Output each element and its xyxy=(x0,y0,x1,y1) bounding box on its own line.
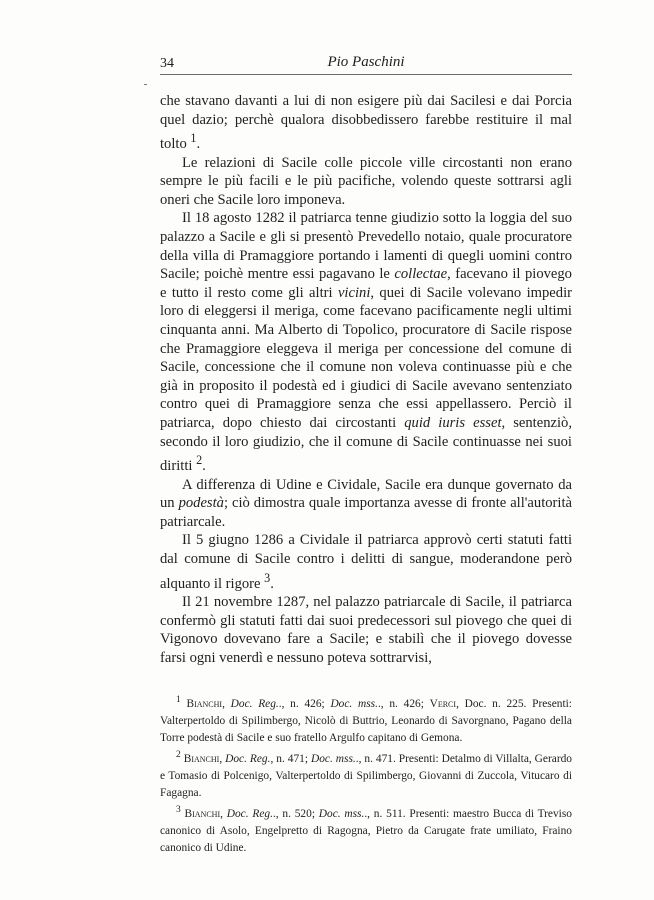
footnote-ref-2: 2 xyxy=(196,453,203,468)
footnote-ref-1: 1 xyxy=(190,131,197,146)
running-title: Pio Paschini xyxy=(327,54,405,70)
margin-speck xyxy=(144,84,147,85)
page-number: 34 xyxy=(160,56,174,71)
footnote-1: $^1$ Bianchi, Doc. Reg.., n. 426; Doc. mss.., n. 426; Verci, Doc. n. 225. Presenti: Valterpertoldo di Spilimbergo, Nicolò di Buttrio, Leonardo di Savorgnano, Pagano della Torre podestà di Sacile e suo fratello Argulfo capitano di Gemona. xyxy=(160,695,572,745)
paragraph-1: che stavano davanti a lui di non esigere più dai Sacilesi e dai Porcia quel dazio; perchè qualora disobbedissero farebbe restituire il mal tolto $^1$. xyxy=(160,93,572,153)
paragraph-6: Il 21 novembre 1287, nel palazzo patriarcale di Sacile, il patriarca confermò gli statuti fatti dai suoi predecessori sul piovego che quei di Vigonovo dovevano fare a Sacile; e stabilì che il piovego dovesse farsi ogni venerdì e nessuno poteva sottrarvisi, xyxy=(160,594,572,666)
footnote-ref-3: 3 xyxy=(264,570,271,585)
paragraph-5: Il 5 giugno 1286 a Cividale il patriarca approvò certi statuti fatti dal comune di Sacile contro i delitti di sangue, moderandone però alquanto il rigore $^3$. xyxy=(160,532,572,592)
book-page xyxy=(160,50,572,857)
footnote-2: $^2$ Bianchi, Doc. Reg., n. 471; Doc. mss.., n. 471. Presenti: Detalmo di Villalta, Gerardo e Tomasio di Polcenigo, Valterpertoldo di Spilimbergo, Giovanni di Zuccola, Vitucaro di Fagagna. xyxy=(160,750,572,799)
footnote-3: $^3$ Bianchi, Doc. Reg.., n. 520; Doc. mss.., n. 511. Presenti: maestro Bucca di Treviso canonico di Asolo, Engelpretto di Ragogna, Pietro da Carugate frate umiliato, Fraino canonico di Udine. xyxy=(160,804,572,854)
paragraph-2: Le relazioni di Sacile colle piccole ville circostanti non erano sempre le più facili e le più pacifiche, volendo queste sottrarsi agli oneri che Sacile loro imponeva. xyxy=(160,154,572,208)
header-rule xyxy=(160,74,572,75)
paragraph-3: Il 18 agosto 1282 il patriarca tenne giudizio sotto la loggia del suo palazzo a Sacile e gli si presentò Prevedello notaio, quale procuratore della villa di Pramaggiore portando i lamenti di quegli uomini contro Sacile; poichè mentre essi pagavano le collectae, facevano il piovego e tutto il resto come gli altri vicini, quei di Sacile volevano impedir loro di eleggersi il meriga, come facevano pacificamente negli ultimi cinquanta anni. Ma Alberto di Topolico, procuratore di Sacile rispose che Pramaggiore eleggeva il meriga per concessione del comune di Sacile, concessione che il comune non voleva continuasse più e che già in proposito il podestà ed i giudici di Sacile avevano sentenziato contro quei di Pramaggiore senza che essi appellassero. Perciò il patriarca, dopo chiesto dai circostanti quid iuris esset, sentenziò, secondo il loro giudizio, che il comune di Sacile continuasse nei suoi diritti $^2$. xyxy=(160,210,572,474)
paragraph-4: A differenza di Udine e Cividale, Sacile era dunque governato da un podestà; ciò dimostra quale importanza avesse di fronte all'autorità patriarcale. xyxy=(160,476,572,530)
main-text xyxy=(160,92,572,667)
running-head xyxy=(160,50,572,76)
footnotes xyxy=(160,692,572,856)
